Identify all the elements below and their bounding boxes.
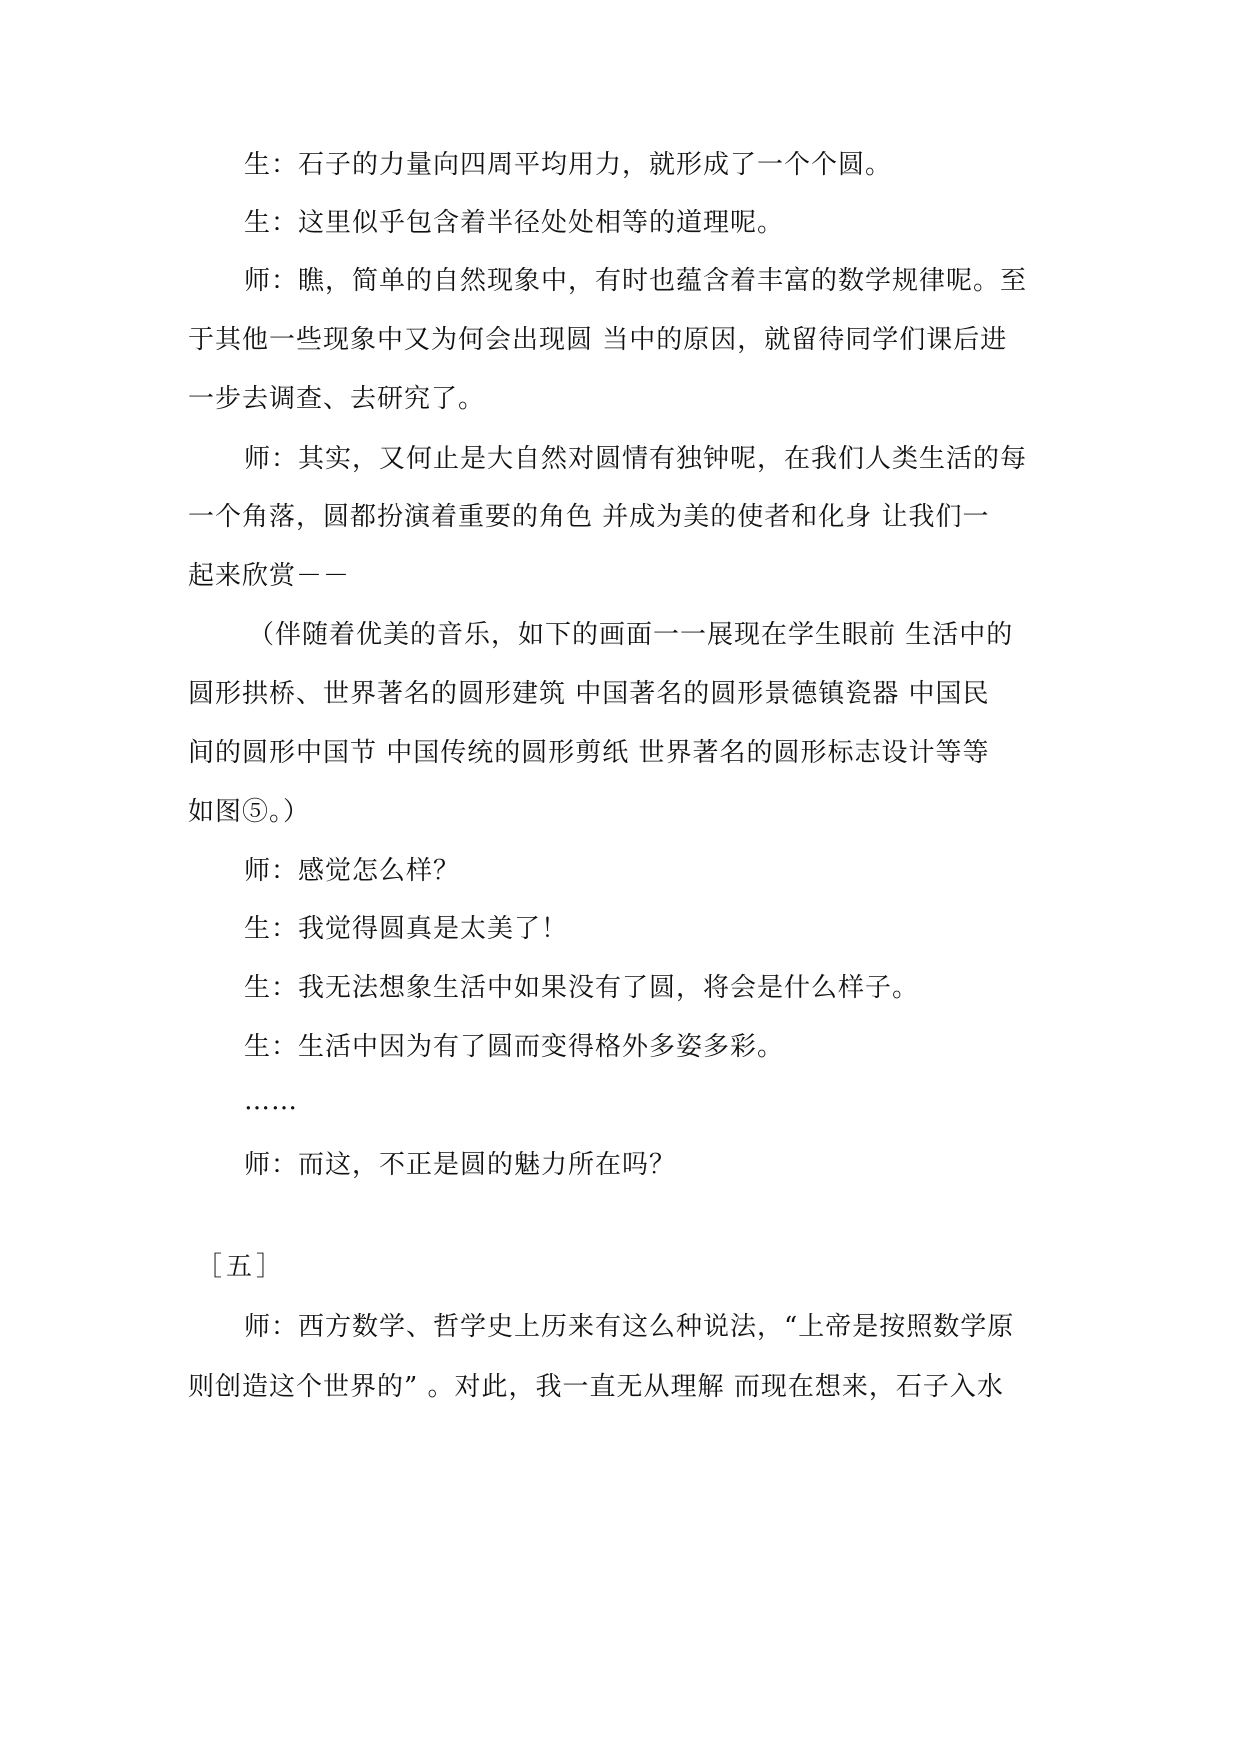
dialogue-line: 师：西方数学、哲学史上历来有这么种说法，“上帝是按照数学原 <box>244 1312 1015 1342</box>
dialogue-line: 生：我觉得圆真是太美了！ <box>244 914 569 944</box>
dialogue-line: 师：而这，不正是圆的魅力所在吗？ <box>244 1150 677 1180</box>
stage-direction-line: （伴随着优美的音乐，如下的画面一一展现在学生眼前 生活中的 <box>248 620 1014 650</box>
dialogue-line: 师：感觉怎么样？ <box>244 856 461 886</box>
dialogue-line: 起来欣赏－－ <box>188 561 351 591</box>
dialogue-line: 一步去调查、去研究了。 <box>188 384 486 414</box>
stage-direction-line: 如图⑤。） <box>188 797 311 827</box>
dialogue-line: 生：石子的力量向四周平均用力，就形成了一个个圆。 <box>244 150 893 180</box>
section-heading: ［五］ <box>196 1252 287 1282</box>
dialogue-line: 生：我无法想象生活中如果没有了圆，将会是什么样子。 <box>244 973 920 1003</box>
dialogue-line: 师：其实，又何止是大自然对圆情有独钟呢，在我们人类生活的每 <box>244 444 1028 474</box>
dialogue-line: 生：生活中因为有了圆而变得格外多姿多彩。 <box>244 1032 785 1062</box>
ellipsis-line: …… <box>244 1086 298 1116</box>
dialogue-line: 则创造这个世界的” 。对此，我一直无从理解 而现在想来，石子入水 <box>188 1372 1004 1402</box>
stage-direction-line: 圆形拱桥、世界著名的圆形建筑 中国著名的圆形景德镇瓷器 中国民 <box>188 679 990 709</box>
dialogue-line: 于其他一些现象中又为何会出现圆 当中的原因，就留待同学们课后进 <box>188 325 1008 355</box>
dialogue-line: 一个角落，圆都扮演着重要的角色 并成为美的使者和化身 让我们一 <box>188 502 990 532</box>
dialogue-line: 生：这里似乎包含着半径处处相等的道理呢。 <box>244 208 785 238</box>
stage-direction-line: 间的圆形中国节 中国传统的圆形剪纸 世界著名的圆形标志设计等等 <box>188 738 990 768</box>
dialogue-line: 师：瞧，简单的自然现象中，有时也蕴含着丰富的数学规律呢。至 <box>244 266 1028 296</box>
